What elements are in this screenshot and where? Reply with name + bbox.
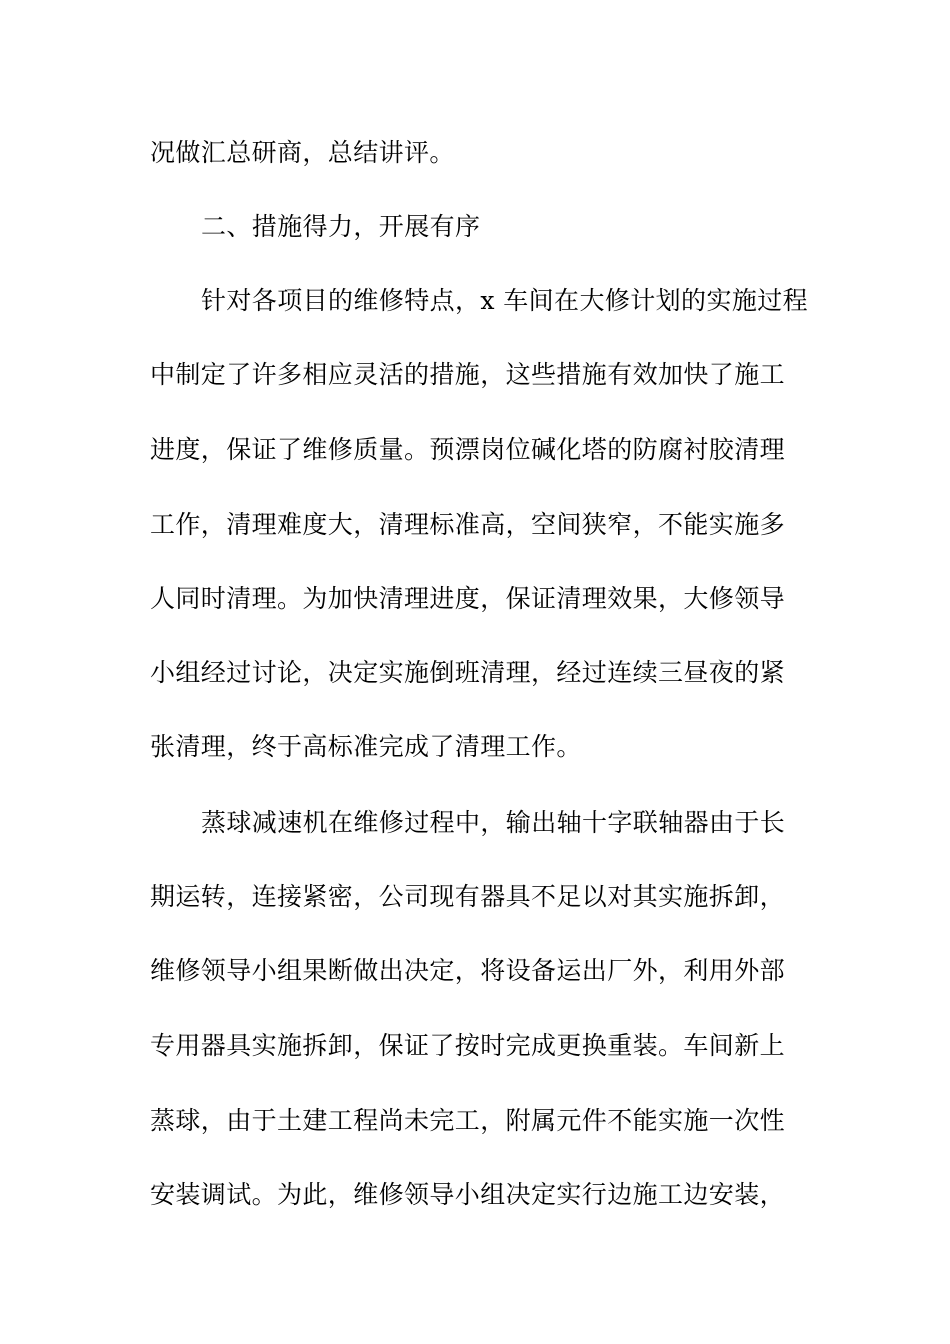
paragraph-line: 针对各项目的维修特点，x 车间在大修计划的实施过程 (201, 286, 809, 315)
paragraph-line: 维修领导小组果断做出决定，将设备运出厂外，利用外部 (150, 956, 786, 985)
paragraph-line: 张清理，终于高标准完成了清理工作。 (150, 732, 582, 761)
paragraph-line: 人同时清理。为加快清理进度，保证清理效果，大修领导 (150, 584, 786, 613)
paragraph-line: 蒸球，由于土建工程尚未完工，附属元件不能实施一次性 (150, 1106, 786, 1135)
paragraph-continuation-line: 况做汇总研商，总结讲评。 (150, 138, 455, 167)
paragraph-line: 进度，保证了维修质量。预漂岗位碱化塔的防腐衬胶清理 (150, 435, 786, 464)
paragraph-line: 工作，清理难度大，清理标准高，空间狭窄，不能实施多 (150, 510, 786, 539)
paragraph-line: 小组经过讨论，决定实施倒班清理，经过连续三昼夜的紧 (150, 658, 786, 687)
paragraph-line: 蒸球减速机在维修过程中，输出轴十字联轴器由于长 (201, 808, 786, 837)
paragraph-line: 中制定了许多相应灵活的措施，这些措施有效加快了施工 (150, 360, 786, 389)
section-heading: 二、措施得力，开展有序 (201, 212, 481, 241)
paragraph-line: 专用器具实施拆卸，保证了按时完成更换重装。车间新上 (150, 1031, 786, 1060)
paragraph-line: 期运转，连接紧密，公司现有器具不足以对其实施拆卸， (150, 882, 786, 911)
paragraph-line: 安装调试。为此，维修领导小组决定实行边施工边安装， (150, 1180, 786, 1209)
